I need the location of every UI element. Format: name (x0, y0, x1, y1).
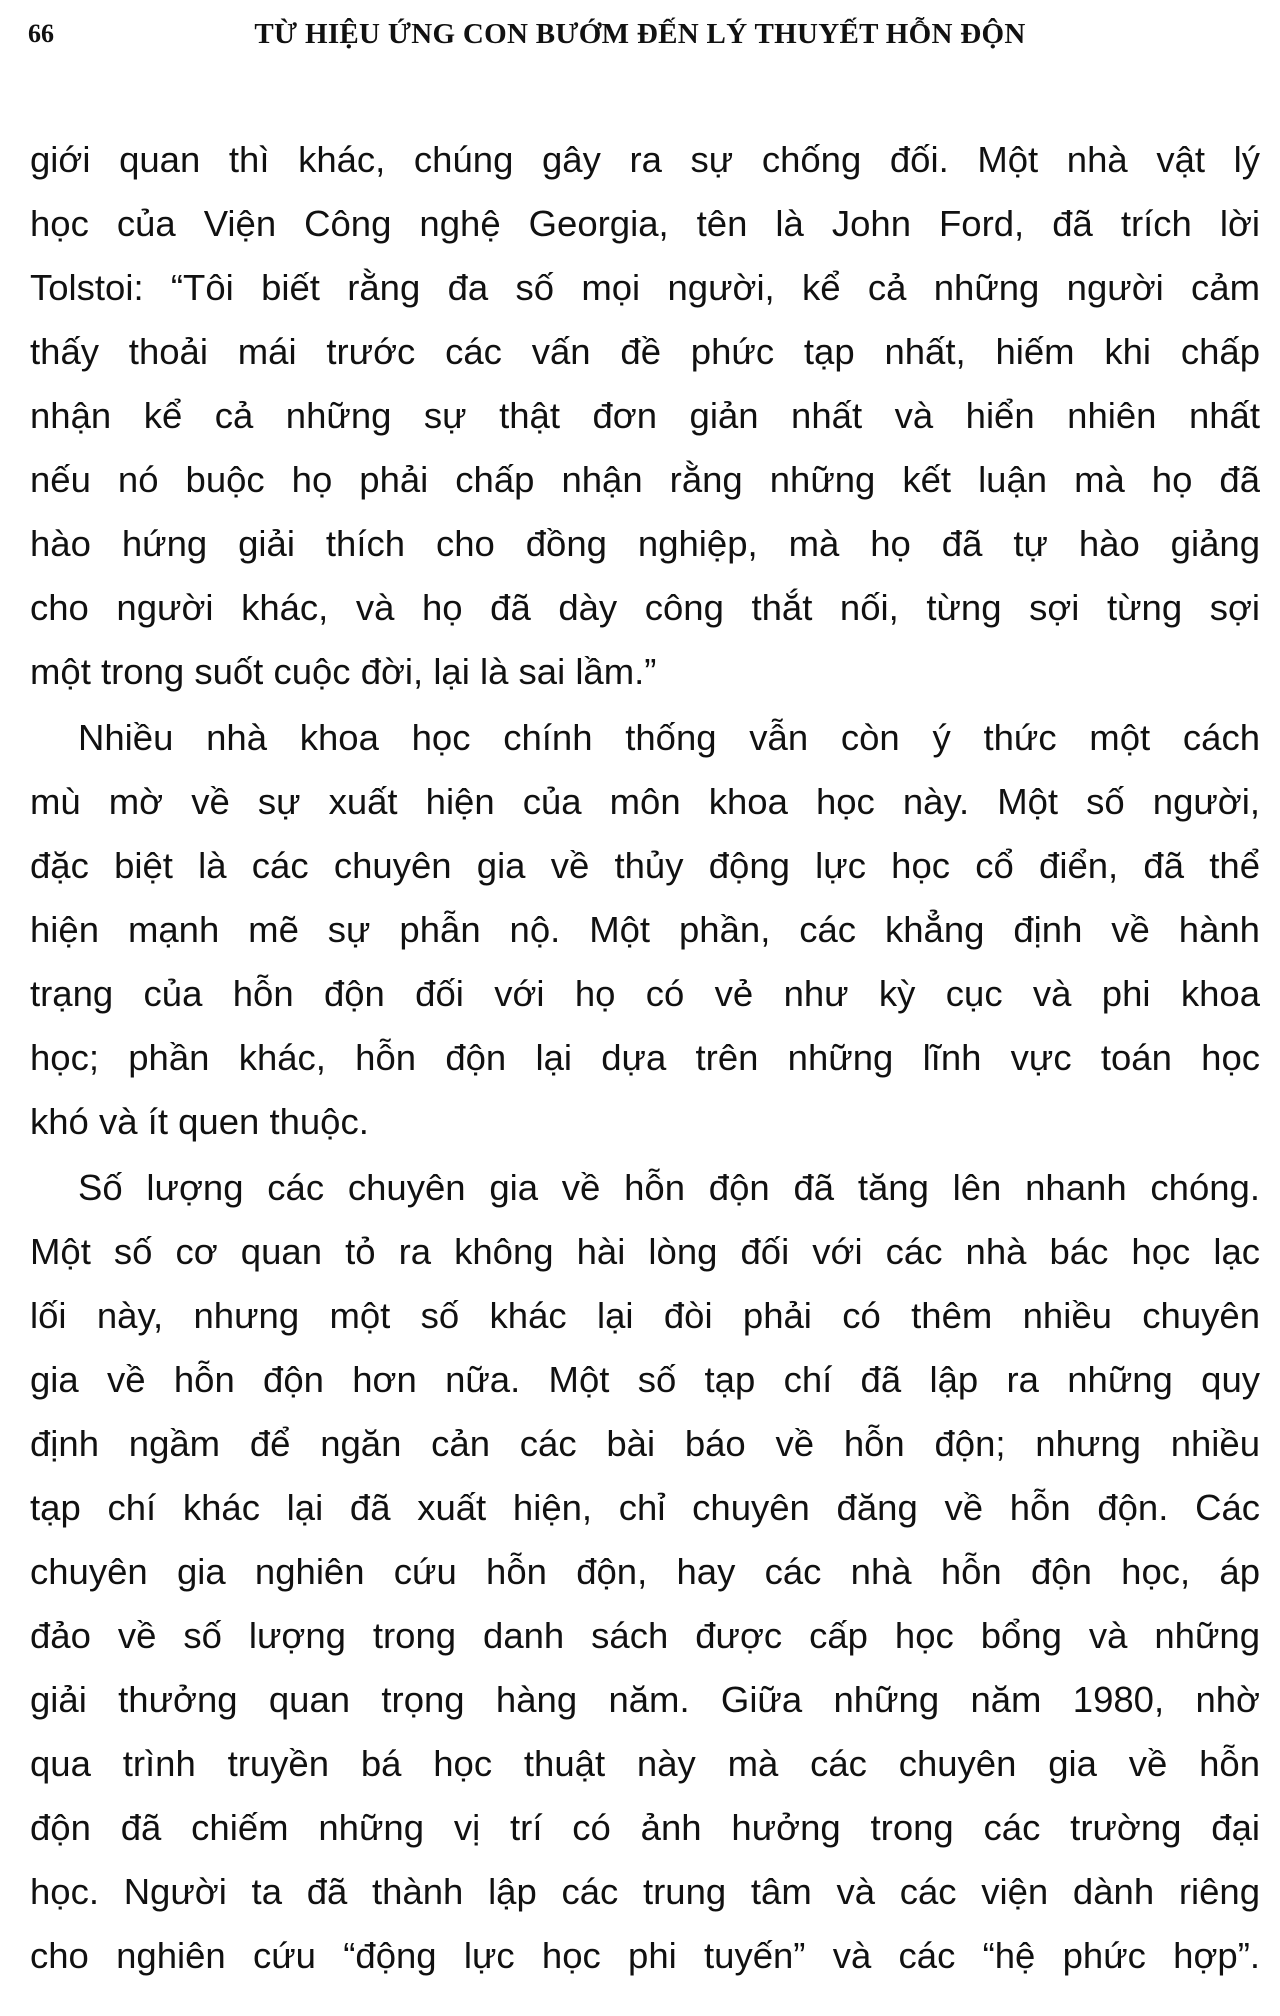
text-line: giải thưởng quan trọng hàng năm. Giữa những năm 1980, nhờ (30, 1679, 1260, 1720)
text-line: học. Người ta đã thành lập các trung tâm và các viện dành riêng (30, 1871, 1260, 1912)
text-line: một trong suốt cuộc đời, lại là sai lầm.” (30, 651, 657, 692)
text-line: trạng của hỗn độn đối với họ có vẻ như kỳ cục và phi khoa (30, 973, 1260, 1014)
text-line: khó và ít quen thuộc. (30, 1101, 369, 1142)
text-line: cho người khác, và họ đã dày công thắt nối, từng sợi từng sợi (30, 587, 1260, 628)
text-line: độn đã chiếm những vị trí có ảnh hưởng trong các trường đại (30, 1807, 1260, 1848)
text-line: qua trình truyền bá học thuật này mà các chuyên gia về hỗn (30, 1743, 1260, 1784)
text-line: nhận kể cả những sự thật đơn giản nhất và hiển nhiên nhất (30, 395, 1260, 436)
text-line: Nhiều nhà khoa học chính thống vẫn còn ý thức một cách (78, 717, 1260, 758)
paragraph-3 (30, 1156, 1260, 1988)
text-line: đảo về số lượng trong danh sách được cấp học bổng và những (30, 1615, 1260, 1656)
text-line: Số lượng các chuyên gia về hỗn độn đã tăng lên nhanh chóng. (78, 1167, 1260, 1208)
paragraph-1 (30, 128, 1260, 704)
text-line: định ngầm để ngăn cản các bài báo về hỗn độn; nhưng nhiều (30, 1423, 1260, 1464)
text-line: Tolstoi: “Tôi biết rằng đa số mọi người, kể cả những người cảm (30, 267, 1260, 308)
text-line: tạp chí khác lại đã xuất hiện, chỉ chuyên đăng về hỗn độn. Các (30, 1487, 1260, 1528)
text-line: học; phần khác, hỗn độn lại dựa trên những lĩnh vực toán học (30, 1037, 1260, 1078)
text-line: nếu nó buộc họ phải chấp nhận rằng những kết luận mà họ đã (30, 459, 1260, 500)
text-line: lối này, nhưng một số khác lại đòi phải có thêm nhiều chuyên (30, 1295, 1260, 1336)
page-body (30, 128, 1260, 1990)
running-header (28, 14, 1252, 54)
text-line: gia về hỗn độn hơn nữa. Một số tạp chí đã lập ra những quy (30, 1359, 1260, 1400)
page-number: 66 (28, 19, 54, 48)
text-line: giới quan thì khác, chúng gây ra sự chống đối. Một nhà vật lý (30, 139, 1260, 180)
text-line: mù mờ về sự xuất hiện của môn khoa học này. Một số người, (30, 781, 1260, 822)
text-line: chuyên gia nghiên cứu hỗn độn, hay các nhà hỗn độn học, áp (30, 1551, 1260, 1592)
text-line: thấy thoải mái trước các vấn đề phức tạp nhất, hiếm khi chấp (30, 331, 1260, 372)
text-line: cho nghiên cứu “động lực học phi tuyến” và các “hệ phức hợp”. (30, 1935, 1260, 1976)
paragraph-2 (30, 706, 1260, 1154)
text-line: Một số cơ quan tỏ ra không hài lòng đối với các nhà bác học lạc (30, 1231, 1260, 1272)
text-line: đặc biệt là các chuyên gia về thủy động lực học cổ điển, đã thể (30, 845, 1260, 886)
text-line: học của Viện Công nghệ Georgia, tên là John Ford, đã trích lời (30, 203, 1260, 244)
text-line: hiện mạnh mẽ sự phẫn nộ. Một phần, các khẳng định về hành (30, 909, 1260, 950)
running-title: TỪ HIỆU ỨNG CON BƯỚM ĐẾN LÝ THUYẾT HỖN ĐỘN (254, 17, 1026, 50)
text-line: hào hứng giải thích cho đồng nghiệp, mà họ đã tự hào giảng (30, 523, 1260, 564)
